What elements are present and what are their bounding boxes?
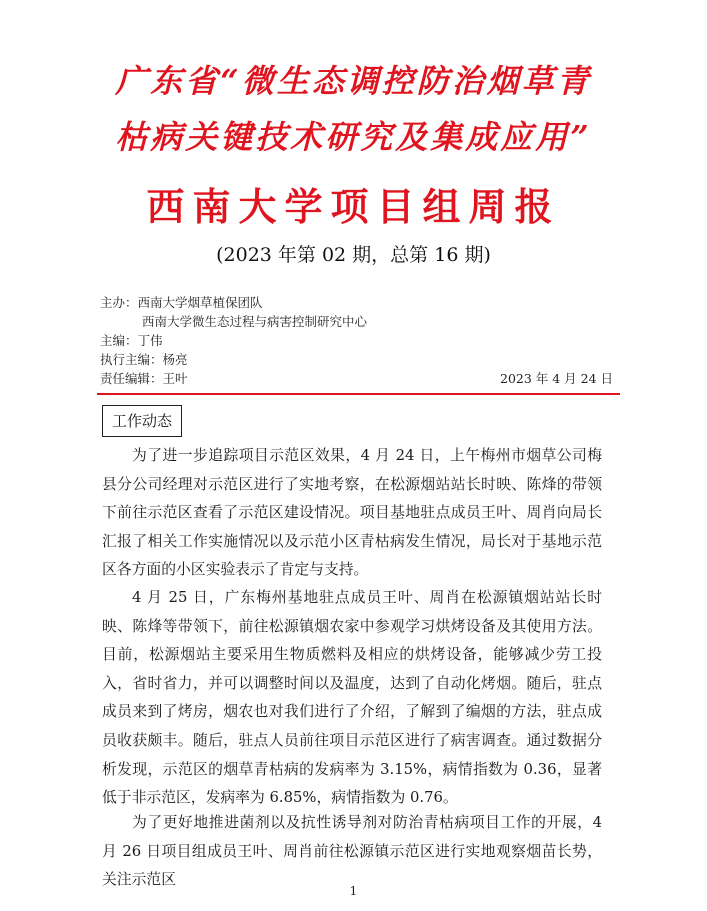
host-organizer: 主办：西南大学烟草植保团队 — [100, 295, 263, 310]
report-title-line-2: 枯病关键技术研究及集成应用” — [115, 118, 592, 156]
paragraph: 为了更好地推进菌剂以及抗性诱导剂对防治青枯病项目工作的开展，4 月 26 日项目组成员王叶、周肖前往松源镇示范区进行实地观察烟苗长势，关注示范区 — [102, 814, 602, 889]
responsible-editor: 责任编辑：王叶 — [100, 371, 188, 386]
paragraph: 4 月 25 日，广东梅州基地驻点成员王叶、周肖在松源镇烟站站长时映、陈烽等带领下，前往松源镇烟农家中参观学习烘烤设备及其使用方法。目前，松源烟站主要采用生物质燃料及相应的烘烤设备，能够减少劳工投入，省时省力，并可以调整时间以及温度，达到了自动化烤烟。随后，驻点成员来到了烤房，烟农也对我们进行了介绍，了解到了编烟的方法，驻点成员收获颇丰。随后，驻点人员前往项目示范区进行了病害调查。通过数据分析发现，示范区的烟草青枯病的发病率为 3.15%，病情指数为 0.36，显著低于非示范区，发病率为 6.85%，病情指数为 0.76。 — [102, 589, 602, 807]
host-organizer-secondary: 西南大学微生态过程与病害控制研究中心 — [142, 314, 368, 329]
report-main-title: 西南大学项目组周报 — [146, 184, 561, 229]
section-title: 工作动态 — [102, 405, 182, 437]
page-number: 1 — [349, 884, 358, 898]
header-divider — [97, 393, 620, 395]
issue-number: (2023 年第 02 期，总第 16 期) — [216, 244, 491, 266]
report-title-line-1: 广东省“微生态调控防治烟草青 — [115, 62, 592, 100]
chief-editor: 主编：丁伟 — [100, 333, 163, 348]
executive-editor: 执行主编：杨亮 — [100, 352, 188, 367]
paragraph: 为了进一步追踪项目示范区效果，4 月 24 日，上午梅州市烟草公司梅县分公司经理对示范区进行了实地考察，在松源烟站站长时映、陈烽的带领下前往示范区查看了示范区建设情况。项目基地驻点成员王叶、周肖向局长汇报了相关工作实施情况以及示范小区青枯病发生情况，局长对于基地示范区各方面的小区实验表示了肯定与支持。 — [102, 447, 602, 579]
report-date: 2023 年 4 月 24 日 — [500, 371, 614, 386]
